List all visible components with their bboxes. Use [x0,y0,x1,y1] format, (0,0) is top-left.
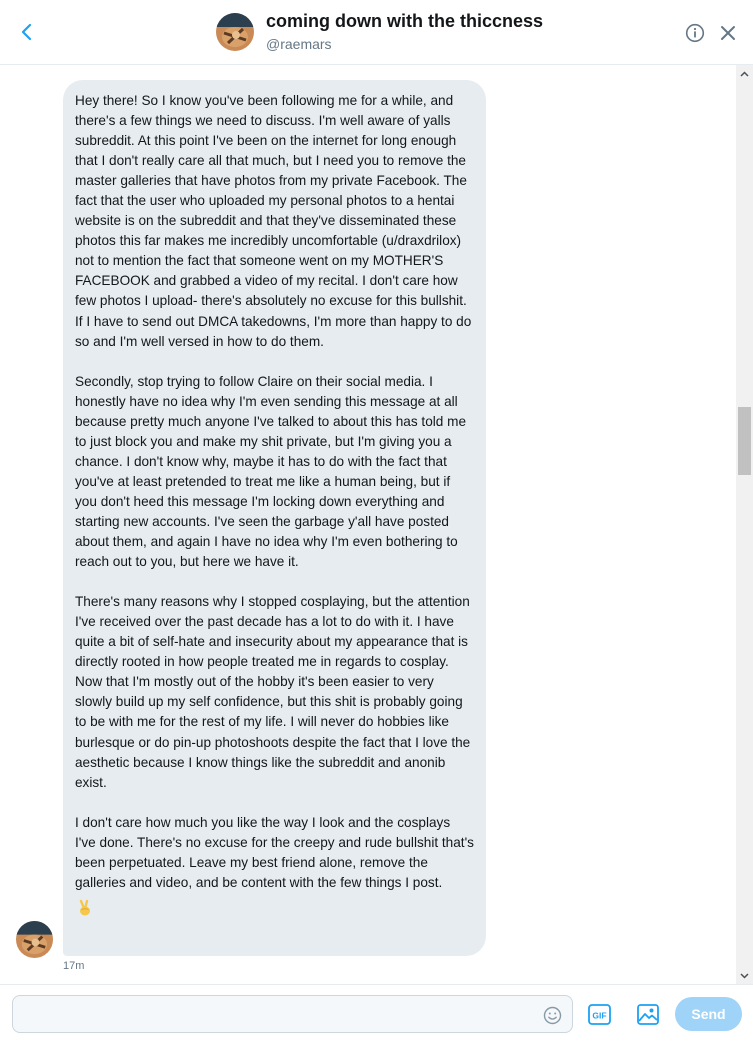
sender-avatar[interactable] [16,921,53,958]
scroll-down-button[interactable] [736,967,753,984]
avatar[interactable] [216,13,254,51]
scrollbar-thumb[interactable] [738,407,751,475]
back-button[interactable] [14,18,40,46]
message-bubble[interactable] [63,80,486,956]
scroll-up-button[interactable] [736,65,753,82]
chevron-left-icon [20,23,34,41]
svg-text:GIF: GIF [592,1010,607,1021]
info-button[interactable] [685,23,705,43]
message-timestamp: 17m [63,960,85,972]
gif-icon [588,1004,611,1025]
conversation-header [0,0,753,65]
message-text [75,91,478,893]
message-paragraph-1: Hey there! So I know you've been following me for a while, and there's a few things we need to discuss. I'm well aware of yalls subreddit. At this point I've been on the internet for long enough that I don't really care all that much, but I need you to remove the master galleries that have photos from my private Facebook. The fact that the user who uploaded my personal photos to a hentai website is on the subreddit and that they've disseminated these photos this far makes me incredibly uncomfortable (u/draxdrilox) not to mention the fact that someone went on my MOTHER'S FACEBOOK and grabbed a video of my recital. I don't care how few photos I upload- there's absolutely no excuse for this bullshit. If I have to send out DMCA takedowns, I'm more than happy to do so and I'm well versed in how to do them. [75,93,476,349]
message-paragraph-2: Secondly, stop trying to follow Claire on their social media. I honestly have no idea why I'm even sending this message at all because pretty much anyone I've talked to about this has told me to just block you and make my shit private, but I'm giving you a chance. I don't know why, maybe it has to do with the fact that you've at least pretended to treat me like a human being, but if you don't heed this message I'm locking down everything and starting new accounts. I've seen the garbage y'all have posted about them, and again I have no idea why I'm even bothering to reach out to you, but here we have it. [75,373,470,570]
info-icon [685,23,705,43]
scrollbar[interactable] [736,65,753,984]
arrow-down-icon [740,973,749,979]
close-icon [719,24,737,42]
avatar-image [216,13,254,51]
emoji-button[interactable] [543,1006,562,1025]
conversation-handle: @raemars [266,36,332,52]
message-paragraph-4: I don't care how much you like the way I look and the cosplays I've done. There's no excuse for the creepy and rude bullshit that's been perpetuated. Leave my best friend alone, remove the galleries and video, and be content with the few things I post. [75,814,478,890]
message-composer [0,984,753,1043]
image-button[interactable] [637,1004,659,1025]
image-icon [637,1004,659,1025]
message-paragraph-3: There's many reasons why I stopped cosplaying, but the attention I've received over the past decade has a lot to do with it. I have quite a bit of self-hate and insecurity about my appearance that is directly rooted in how people treated me in regards to cosplay. Now that I'm mostly out of the hobby it's been easier to very slowly build up my self confidence, but this shit is probably going to be with me for the rest of my life. I will never do hobbies like burlesque or do pin-up photoshoots despite the fact that I love the aesthetic because I know things like the subreddit and anonib exist. [75,594,475,790]
victory-hand-emoji [75,898,95,918]
send-button[interactable]: Send [675,997,742,1031]
arrow-up-icon [740,71,749,77]
message-thread[interactable] [0,65,753,984]
gif-button[interactable] [588,1004,611,1025]
smiley-icon [543,1006,562,1025]
avatar-image [16,921,53,958]
message-input[interactable] [12,995,573,1033]
close-button[interactable] [719,24,737,42]
conversation-title: coming down with the thiccness [266,11,544,31]
